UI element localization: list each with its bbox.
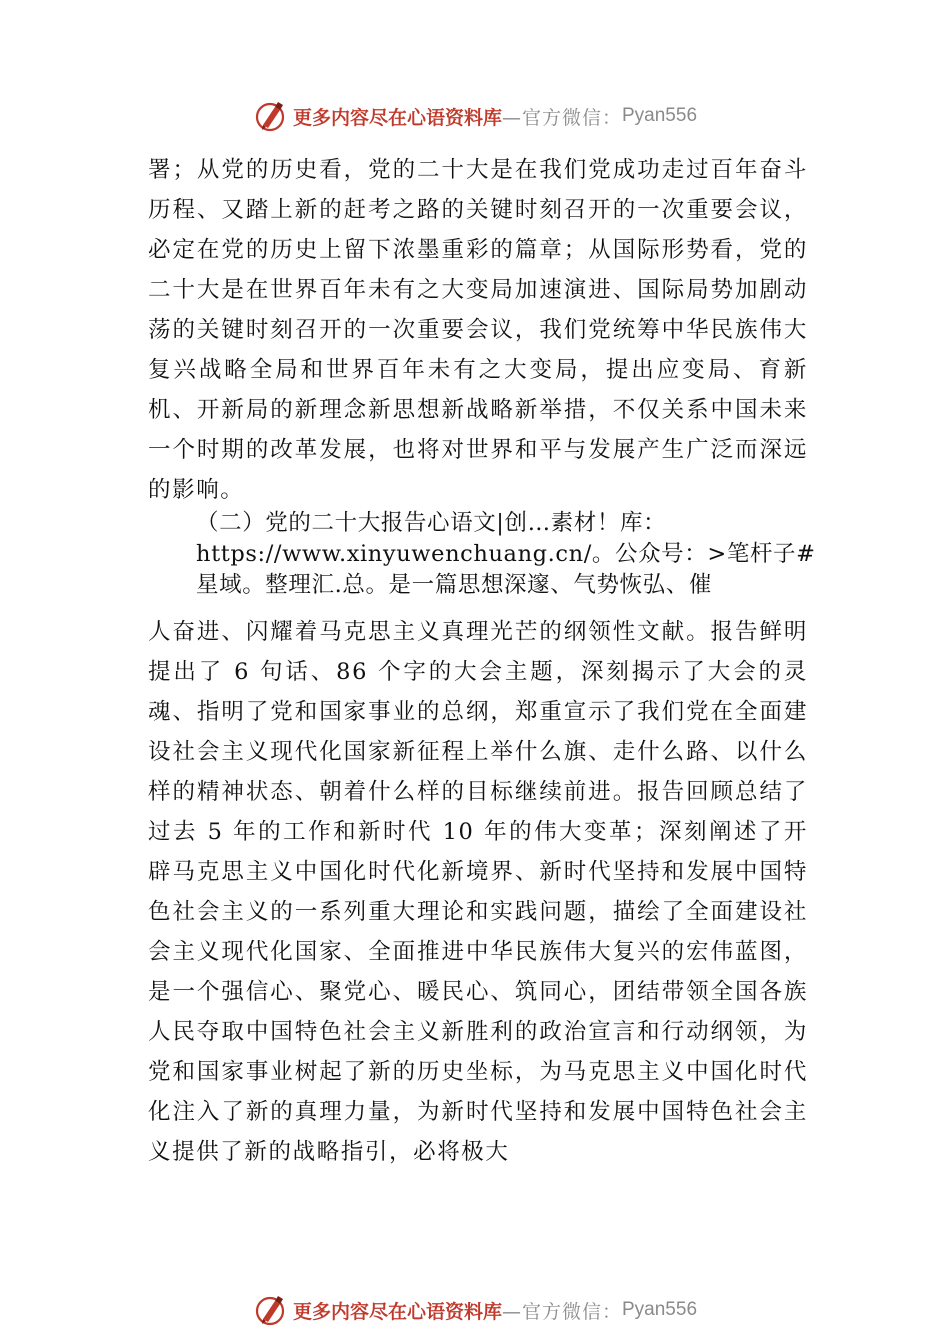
body-paragraph-2: （二）党的二十大报告心语文|创…素材！库：https://www.xinyuwenchuang.cn/。公众号：>笔杆子#星域。整理汇.总。是一篇思想深邃、气势恢弘、催 <box>196 510 816 598</box>
footer-banner <box>0 1290 950 1330</box>
pen-logo-icon <box>253 98 289 134</box>
body-paragraph-3: 人奋进、闪耀着马克思主义真理光芒的纲领性文献。报告鲜明提出了 6 句话、86 个字的大会主题，深刻揭示了大会的灵魂、指明了党和国家事业的总纲，郑重宣示了我们党在全面建设社会主义现代化国家新征程上举什么旗、走什么路、以什么样的精神状态、朝着什么样的目标继续前进。报告回顾总结了过去 5 年的工作和新时代 10 年的伟大变革；深刻阐述了开辟马克思主义中国化时代化新境界、新时代坚持和发展中国特色社会主义的一系列重大理论和实践问题，描绘了全面建设社会主义现代化国家、全面推进中华民族伟大复兴的宏伟蓝图，是一个强信心、聚党心、暖民心、筑同心，团结带领全国各族人民夺取中国特色社会主义新胜利的政治宣言和行动纲领，为党和国家事业树起了新的历史坐标，为马克思主义中国化时代化注入了新的真理力量，为新时代坚持和发展中国特色社会主义提供了新的战略指引，必将极大 <box>148 619 808 1165</box>
banner-separator-text: —官方微信： <box>501 106 622 129</box>
body-paragraph-1: 署；从党的历史看，党的二十大是在我们党成功走过百年奋斗历程、又踏上新的赶考之路的关键时刻召开的一次重要会议，必定在党的历史上留下浓墨重彩的篇章；从国际形势看，党的二十大是在世界百年未有之大变局加速演进、国际局势加剧动荡的关键时刻召开的一次重要会议，我们党统筹中华民族伟大复兴战略全局和世界百年未有之大变局，提出应变局、育新机、开新局的新理念新思想新战略新举措，不仅关系中国未来一个时期的改革发展，也将对世界和平与发展产生广泛而深远的影响。 <box>148 157 808 503</box>
banner-brand-text: 更多内容尽在心语资料库 <box>292 1300 502 1323</box>
banner-wechat-id: Pyan556 <box>622 1299 698 1320</box>
banner-separator-text: —官方微信： <box>501 1300 622 1323</box>
header-banner <box>0 96 950 136</box>
pen-logo-icon <box>253 1292 289 1328</box>
banner-wechat-id: Pyan556 <box>622 105 698 126</box>
banner-brand-text: 更多内容尽在心语资料库 <box>292 106 502 129</box>
